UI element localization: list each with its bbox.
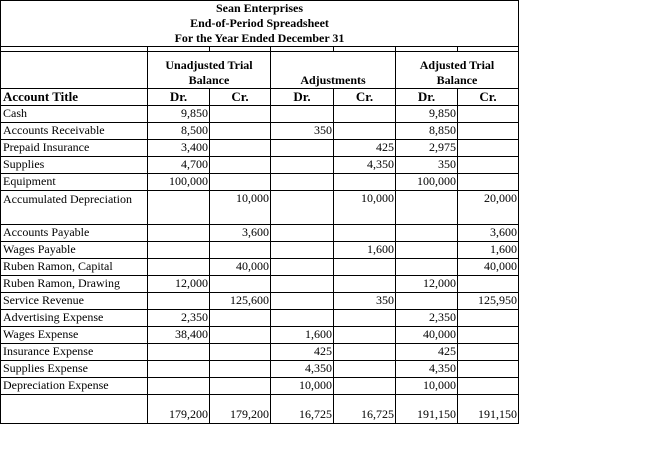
tb-credit [210, 174, 271, 191]
tb-credit [210, 327, 271, 344]
report-title: End-of-Period Spreadsheet [190, 16, 329, 30]
adj-credit: 350 [334, 293, 396, 310]
account-title: Supplies Expense [1, 361, 148, 378]
table-row [1, 140, 519, 157]
atb-debit: 10,000 [396, 378, 458, 395]
table-row [1, 106, 519, 123]
adj-debit [271, 242, 334, 259]
atb-credit [458, 106, 519, 123]
table-row [1, 276, 519, 293]
adj-debit: 1,600 [271, 327, 334, 344]
table-row [1, 378, 519, 395]
tb-credit: 10,000 [210, 191, 271, 225]
adj-credit [334, 378, 396, 395]
adj-credit: 4,350 [334, 157, 396, 174]
adj-credit [334, 361, 396, 378]
tb-credit [210, 123, 271, 140]
adj-credit-header: Cr. [334, 89, 396, 106]
account-title: Supplies [1, 157, 148, 174]
tb-debit: 12,000 [148, 276, 210, 293]
adj-debit: 4,350 [271, 361, 334, 378]
table-row [1, 225, 519, 242]
tb-credit [210, 344, 271, 361]
adjustments-header: Adjustments [271, 52, 396, 89]
atb-debit: 12,000 [396, 276, 458, 293]
tb-credit [210, 378, 271, 395]
atb-debit [396, 242, 458, 259]
atb-debit [396, 293, 458, 310]
atb-debit-total: 191,150 [396, 395, 458, 424]
account-title: Accounts Receivable [1, 123, 148, 140]
atb-credit-total: 191,150 [458, 395, 519, 424]
tb-debit: 3,400 [148, 140, 210, 157]
totals-row [1, 395, 519, 424]
account-title-header: Account Title [1, 89, 148, 106]
adj-debit: 425 [271, 344, 334, 361]
atb-debit-header: Dr. [396, 89, 458, 106]
atb-credit [458, 378, 519, 395]
atb-debit [396, 225, 458, 242]
adj-credit [334, 327, 396, 344]
tb-credit: 3,600 [210, 225, 271, 242]
adj-debit [271, 174, 334, 191]
atb-credit [458, 361, 519, 378]
table-row [1, 293, 519, 310]
atb-debit: 425 [396, 344, 458, 361]
adj-credit [334, 259, 396, 276]
tb-debit [148, 259, 210, 276]
tb-debit: 2,350 [148, 310, 210, 327]
tb-credit [210, 310, 271, 327]
table-row [1, 242, 519, 259]
adj-debit [271, 157, 334, 174]
tb-debit: 8,500 [148, 123, 210, 140]
adj-debit-header: Dr. [271, 89, 334, 106]
atb-debit [396, 259, 458, 276]
adj-debit [271, 310, 334, 327]
adj-debit: 10,000 [271, 378, 334, 395]
account-title: Insurance Expense [1, 344, 148, 361]
account-title: Advertising Expense [1, 310, 148, 327]
account-title: Wages Payable [1, 242, 148, 259]
table-row [1, 174, 519, 191]
table-row [1, 191, 519, 225]
account-title: Wages Expense [1, 327, 148, 344]
account-title: Accounts Payable [1, 225, 148, 242]
adj-debit [271, 293, 334, 310]
tb-credit [210, 242, 271, 259]
account-title: Cash [1, 106, 148, 123]
tb-debit: 38,400 [148, 327, 210, 344]
adj-credit-total: 16,725 [334, 395, 396, 424]
adj-debit [271, 225, 334, 242]
atb-credit: 1,600 [458, 242, 519, 259]
atb-debit: 2,350 [396, 310, 458, 327]
table-row [1, 344, 519, 361]
tb-debit: 4,700 [148, 157, 210, 174]
account-title: Prepaid Insurance [1, 140, 148, 157]
table-row [1, 361, 519, 378]
tb-credit [210, 106, 271, 123]
adj-credit: 1,600 [334, 242, 396, 259]
atb-credit [458, 276, 519, 293]
atb-credit [458, 310, 519, 327]
adj-debit [271, 276, 334, 293]
account-title: Depreciation Expense [1, 378, 148, 395]
tb-debit [148, 378, 210, 395]
atb-credit-header: Cr. [458, 89, 519, 106]
adj-debit [271, 140, 334, 157]
tb-credit: 125,600 [210, 293, 271, 310]
tb-debit [148, 225, 210, 242]
atb-credit [458, 123, 519, 140]
table-row [1, 259, 519, 276]
adj-credit [334, 225, 396, 242]
atb-credit [458, 344, 519, 361]
totals-label-blank [1, 395, 148, 424]
adj-credit [334, 174, 396, 191]
report-period: For the Year Ended December 31 [174, 31, 345, 45]
tb-debit [148, 293, 210, 310]
adj-debit [271, 106, 334, 123]
atb-credit: 125,950 [458, 293, 519, 310]
tb-debit-header: Dr. [148, 89, 210, 106]
company-name: Sean Enterprises [216, 1, 303, 15]
adj-credit: 10,000 [334, 191, 396, 225]
tb-credit [210, 276, 271, 293]
tb-debit: 100,000 [148, 174, 210, 191]
spreadsheet-header [1, 1, 519, 47]
adj-debit [271, 191, 334, 225]
atb-credit: 40,000 [458, 259, 519, 276]
tb-credit-total: 179,200 [210, 395, 271, 424]
atb-credit: 3,600 [458, 225, 519, 242]
adj-debit [271, 259, 334, 276]
atb-debit [396, 191, 458, 225]
atb-debit: 9,850 [396, 106, 458, 123]
adj-debit: 350 [271, 123, 334, 140]
account-title: Equipment [1, 174, 148, 191]
adj-credit [334, 123, 396, 140]
unadjusted-trial-balance-header: Unadjusted Trial Balance [148, 52, 271, 89]
group-header-blank [1, 52, 148, 89]
tb-credit [210, 157, 271, 174]
table-row [1, 157, 519, 174]
tb-credit: 40,000 [210, 259, 271, 276]
adj-credit [334, 106, 396, 123]
tb-debit-total: 179,200 [148, 395, 210, 424]
atb-debit: 40,000 [396, 327, 458, 344]
account-title: Accumulated Depreciation [1, 191, 148, 225]
atb-debit: 8,850 [396, 123, 458, 140]
atb-debit: 100,000 [396, 174, 458, 191]
table-row [1, 310, 519, 327]
account-title: Service Revenue [1, 293, 148, 310]
tb-credit-header: Cr. [210, 89, 271, 106]
atb-credit [458, 174, 519, 191]
account-title: Ruben Ramon, Capital [1, 259, 148, 276]
adj-debit-total: 16,725 [271, 395, 334, 424]
atb-credit [458, 140, 519, 157]
adj-credit [334, 310, 396, 327]
atb-debit: 350 [396, 157, 458, 174]
adj-credit [334, 276, 396, 293]
table-row [1, 123, 519, 140]
tb-credit [210, 140, 271, 157]
atb-credit [458, 157, 519, 174]
table-row [1, 327, 519, 344]
adj-credit [334, 344, 396, 361]
tb-credit [210, 361, 271, 378]
tb-debit [148, 361, 210, 378]
adj-credit: 425 [334, 140, 396, 157]
adjusted-trial-balance-header: Adjusted Trial Balance [396, 52, 519, 89]
atb-debit: 4,350 [396, 361, 458, 378]
tb-debit [148, 242, 210, 259]
tb-debit [148, 191, 210, 225]
atb-credit: 20,000 [458, 191, 519, 225]
tb-debit [148, 344, 210, 361]
tb-debit: 9,850 [148, 106, 210, 123]
atb-credit [458, 327, 519, 344]
account-title: Ruben Ramon, Drawing [1, 276, 148, 293]
atb-debit: 2,975 [396, 140, 458, 157]
